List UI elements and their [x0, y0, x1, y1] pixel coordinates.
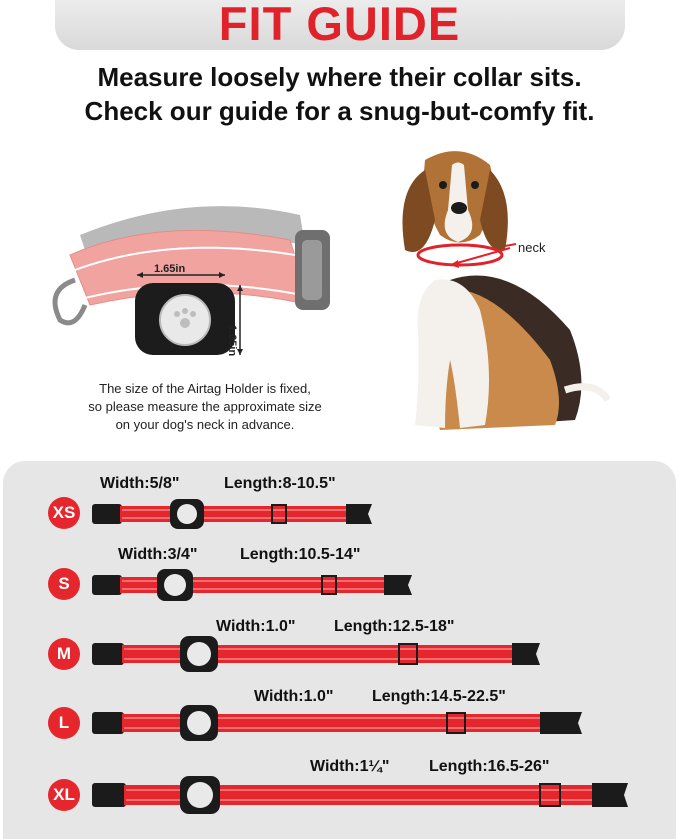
holder-width-label: 1.65in	[154, 263, 186, 275]
size-l-length: Length:14.5-22.5"	[372, 688, 506, 705]
subtitle-line-2: Check our guide for a snug-but-comfy fit.	[84, 96, 595, 126]
holder-height-label: 1.65in	[226, 325, 238, 357]
note-line-3: on your dog's neck in advance.	[115, 417, 295, 432]
page-title: FIT GUIDE	[218, 0, 461, 50]
size-m-width: Width:1.0"	[216, 618, 296, 635]
size-badge-s: S	[48, 568, 80, 600]
size-xl-width: Width:1¼"	[310, 758, 390, 775]
size-xl-length: Length:16.5-26"	[429, 758, 550, 775]
collar-strap-s	[92, 568, 417, 602]
size-xs-length: Length:8-10.5"	[224, 475, 336, 492]
beagle-illustration	[380, 140, 610, 440]
size-l-width: Width:1.0"	[254, 688, 334, 705]
size-xs-width: Width:5/8"	[100, 475, 180, 492]
size-badge-l: L	[48, 707, 80, 739]
size-badge-xs: XS	[48, 497, 80, 529]
collar-strap-l	[92, 705, 587, 741]
airtag-collar-illustration	[40, 195, 350, 365]
size-m-length: Length:12.5-18"	[334, 618, 455, 635]
size-s-length: Length:10.5-14"	[240, 546, 361, 563]
collar-strap-xs	[92, 498, 377, 530]
note-line-2: so please measure the approximate size	[88, 399, 322, 414]
subtitle-line-1: Measure loosely where their collar sits.	[97, 62, 582, 92]
note-line-1: The size of the Airtag Holder is fixed,	[99, 381, 311, 396]
size-badge-m: M	[48, 638, 80, 670]
size-s-width: Width:3/4"	[118, 546, 198, 563]
collar-strap-xl	[92, 776, 632, 814]
neck-label: neck	[518, 240, 546, 255]
airtag-size-note	[60, 380, 350, 434]
size-badge-xl: XL	[48, 779, 80, 811]
collar-strap-m	[92, 636, 542, 672]
